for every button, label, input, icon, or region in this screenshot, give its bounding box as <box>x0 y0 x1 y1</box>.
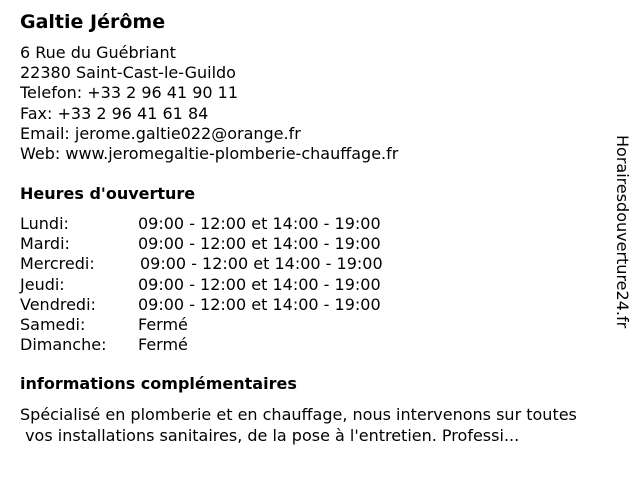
time-value: Fermé <box>138 314 188 334</box>
time-value: 09:00 - 12:00 et 14:00 - 19:00 <box>138 214 381 233</box>
additional-info-text <box>20 404 577 446</box>
day-label: Samedi: <box>20 314 86 334</box>
address-street: 6 Rue du Guébriant <box>20 43 176 62</box>
opening-hours-heading: Heures d'ouverture <box>20 184 196 203</box>
time-value: 09:00 - 12:00 et 14:00 - 19:00 <box>138 234 381 254</box>
email-address: Email: jerome.galtie022@orange.fr <box>20 123 301 143</box>
additional-info-heading: informations complémentaires <box>20 374 297 393</box>
website-address: Web: www.jeromegaltie-plomberie-chauffage.fr <box>20 143 399 163</box>
day-label: Mardi: <box>20 234 70 254</box>
phone-number: Telefon: +33 2 96 41 90 11 <box>20 83 239 103</box>
business-name: Galtie Jérôme <box>20 11 166 33</box>
description-line: Spécialisé en plomberie et en chauffage, nous intervenons sur toutes <box>20 405 577 424</box>
time-value: 09:00 - 12:00 et 14:00 - 19:00 <box>138 274 381 294</box>
day-label: Dimanche: <box>20 335 107 355</box>
fax-number: Fax: +33 2 96 41 61 84 <box>20 103 209 123</box>
time-value: 09:00 - 12:00 et 14:00 - 19:00 <box>138 294 381 314</box>
description-line: vos installations sanitaires, de la pose à l'entretien. Professi... <box>20 426 520 445</box>
day-label: Jeudi: <box>20 274 65 294</box>
time-value: Fermé <box>138 335 188 355</box>
time-value: 09:00 - 12:00 et 14:00 - 19:00 <box>140 254 383 274</box>
day-label: Mercredi: <box>20 254 95 274</box>
day-label: Lundi: <box>20 214 69 233</box>
site-watermark: Horairesdouverture24.fr <box>613 135 632 329</box>
day-label: Vendredi: <box>20 294 96 314</box>
address-city: 22380 Saint-Cast-le-Guildo <box>20 63 236 83</box>
contact-block <box>20 43 398 164</box>
